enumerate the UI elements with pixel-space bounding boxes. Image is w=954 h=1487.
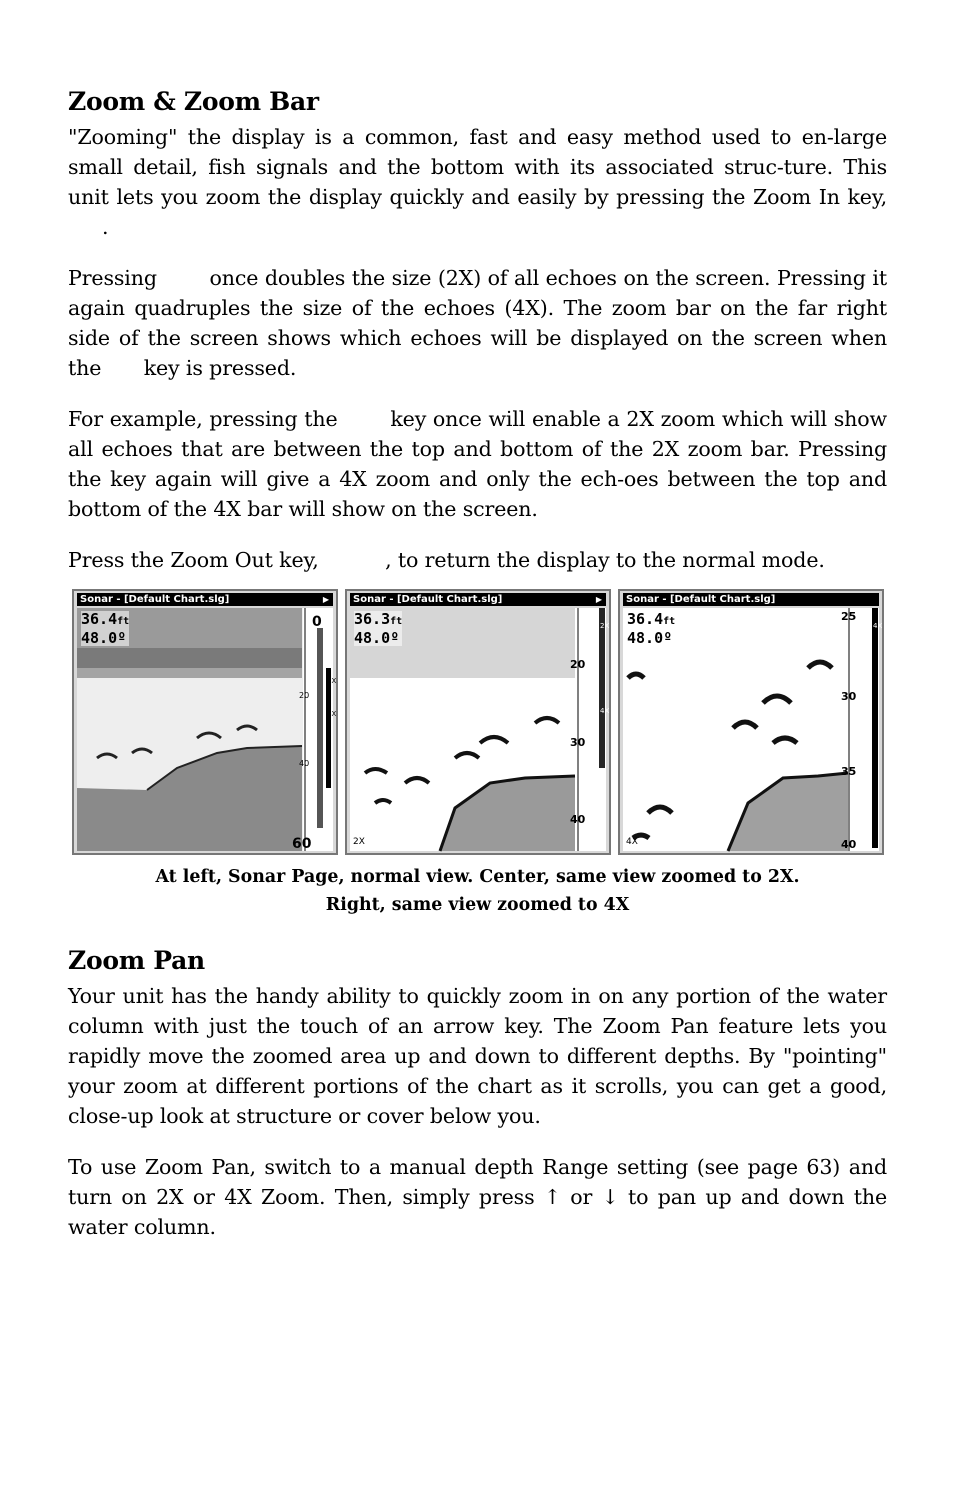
section-heading-zoom: Zoom & Zoom Bar [68,87,319,116]
scale-label: 60 [292,836,312,852]
scale-label: 20 [299,691,310,700]
menu-arrow-icon: ▶ [595,595,602,604]
figure-caption: At left, Sonar Page, normal view. Center, same view zoomed to 2X. Right, same view zoomed to 4X [155,867,800,915]
zoom-bar-mark: 2X [327,677,337,685]
scale-label: 35 [841,765,857,778]
scale-label: 20 [570,658,586,671]
depth-readout: 36.4ft 48.0º [627,610,676,647]
zoom-bar-mark: 2X [600,622,610,630]
screen-title-bar: Sonar - [Default Chart.slg] ▶ [77,593,333,606]
scale-label: 0 [312,614,322,630]
sonar-figures [72,589,884,855]
zoom-bar-mark: 4X [600,707,610,715]
paragraph-zoom-pan-intro: Your unit has the handy ability to quickly zoom in on any portion of the water column with just the touch of an arrow key. The Zoom Pan feature lets you rapidly move the zoomed area up and down to different depths. By "pointing" your zoom at different portions of the chart as it scrolls, you can get a good, close-up look at structure or cover below you. [68,984,887,1128]
zoom-bar-mark: 4X [873,622,883,630]
scale-label: 40 [570,813,586,826]
scale-label: 30 [841,690,857,703]
manual-page [68,86,887,1263]
zoom-bar-mark: 4X [327,710,337,718]
sonar-screen-2x [345,589,611,855]
section-heading-zoom-pan: Zoom Pan [68,946,205,975]
paragraph-zoom-pressing: Pressing once doubles the size (2X) of all echoes on the screen. Pressing it again quadruples the size of the echoes (4X). The zoom bar on the far right side of the screen shows which echoes will be displayed on the screen when the key is pressed. [68,266,887,380]
scale-label: 40 [841,838,857,851]
paragraph-zoom-out: Press the Zoom Out key, , to return the display to the normal mode. [68,548,825,572]
zoom-level-label: 4X [626,837,638,847]
scale-label: 30 [570,736,586,749]
depth-readout: 36.4ft 48.0º [81,610,130,647]
screen-title-bar: Sonar - [Default Chart.slg] ▶ [350,593,606,606]
sonar-screen-normal [72,589,338,855]
depth-readout: 36.3ft 48.0º [354,610,403,647]
paragraph-zoom-pan-usage: To use Zoom Pan, switch to a manual depth Range setting (see page 63) and turn on 2X or 4X Zoom. Then, simply press ↑ or ↓ to pan up and down the water column. [68,1155,887,1239]
paragraph-zoom-intro: "Zooming" the display is a common, fast and easy method used to en-large small detail, fish signals and the bottom with its associated struc-ture. This unit lets you zoom the display quickly and easily by pressing the Zoom In key, . [68,125,887,239]
screen-title-bar: Sonar - [Default Chart.slg] [623,593,879,606]
scale-label: 25 [841,610,857,623]
sonar-screen-4x [618,589,884,855]
menu-arrow-icon: ▶ [322,595,329,604]
scale-label: 40 [299,759,310,768]
paragraph-zoom-example: For example, pressing the key once will enable a 2X zoom which will show all echoes that are between the top and bottom of the 2X zoom bar. Pressing the key again will give a 4X zoom and only the ech-oes between the top and bottom of the 4X bar will show on the screen. [68,407,887,521]
zoom-level-label: 2X [353,837,365,847]
